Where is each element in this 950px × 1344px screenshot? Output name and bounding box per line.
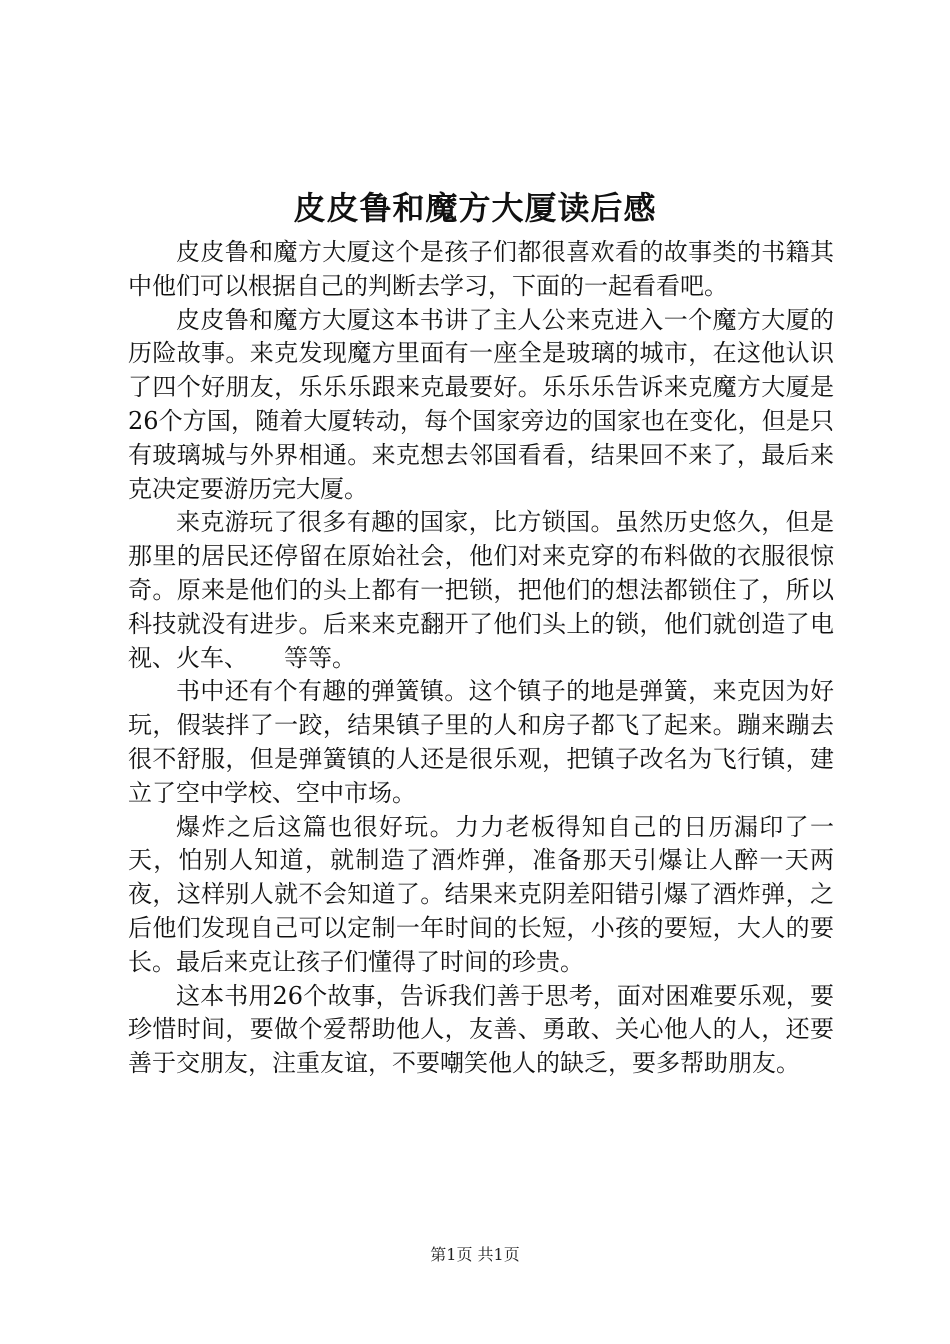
document-body — [128, 236, 834, 1081]
page-footer: 第1页 共1页 — [430, 1245, 520, 1264]
paragraph-conclusion: 这本书用26个故事，告诉我们善于思考，面对困难要乐观，要珍惜时间，要做个爱帮助他人，友善、勇敢、关心他人的人，还要善于交朋友，注重友谊，不要嘲笑他人的缺乏，要多帮助朋友。 — [128, 981, 834, 1078]
document-title: 皮皮鲁和魔方大厦读后感 — [293, 189, 657, 227]
paragraph-summary: 皮皮鲁和魔方大厦这本书讲了主人公来克进入一个魔方大厦的历险故事。来克发现魔方里面有一座全是玻璃的城市，在这他认识了四个好朋友，乐乐乐跟来克最要好。乐乐乐告诉来克魔方大厦是26个方国，随着大厦转动，每个国家旁边的国家也在变化，但是只有玻璃城与外界相通。来克想去邻国看看，结果回不来了，最后来克决定要游历完大厦。 — [128, 305, 834, 503]
paragraph-intro: 皮皮鲁和魔方大厦这个是孩子们都很喜欢看的故事类的书籍其中他们可以根据自己的判断去学习，下面的一起看看吧。 — [128, 238, 834, 300]
paragraph-explosion: 爆炸之后这篇也很好玩。力力老板得知自己的日历漏印了一天，怕别人知道，就制造了酒炸弹，准备那天引爆让人醉一天两夜，这样别人就不会知道了。结果来克阴差阳错引爆了酒炸弹，之后他们发现自己可以定制一年时间的长短，小孩的要短，大人的要长。最后来克让孩子们懂得了时间的珍贵。 — [128, 812, 834, 976]
paragraph-spring-town: 书中还有个有趣的弹簧镇。这个镇子的地是弹簧，来克因为好玩，假装拌了一跤，结果镇子里的人和房子都飞了起来。蹦来蹦去很不舒服，但是弹簧镇的人还是很乐观，把镇子改名为飞行镇，建立了空中学校、空中市场。 — [128, 677, 834, 807]
paragraph-lock-country: 来克游玩了很多有趣的国家，比方锁国。虽然历史悠久，但是那里的居民还停留在原始社会，他们对来克穿的布料做的衣服很惊奇。原来是他们的头上都有一把锁，把他们的想法都锁住了，所以科技就没有进步。后来来克翻开了他们头上的锁，他们就创造了电视、火车、 等等。 — [128, 508, 834, 672]
